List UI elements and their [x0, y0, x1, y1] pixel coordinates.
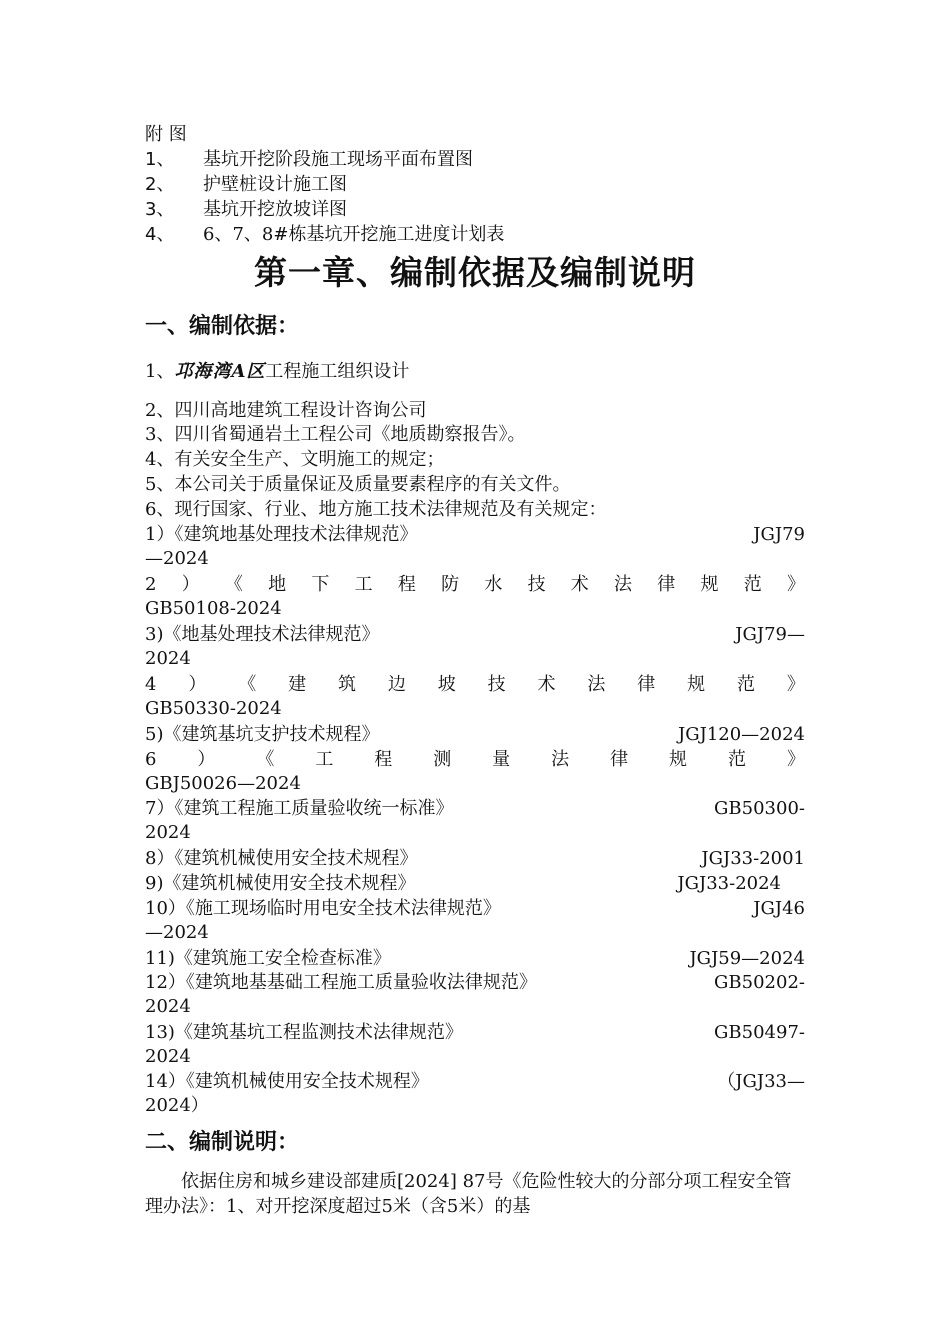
standard-code-cont: GB50108-2024 [145, 598, 282, 619]
standard-title-char: ） [197, 749, 216, 770]
standard-item-12 [145, 971, 805, 1019]
standard-item-4 [145, 673, 805, 721]
standard-item-1 [145, 523, 805, 571]
standard-title-char: 防 [441, 574, 460, 595]
standard-title-char: 筑 [337, 674, 356, 695]
standard-item-14 [145, 1070, 805, 1118]
project-name: 邛海湾A区 [174, 361, 266, 382]
standard-title-justified [145, 748, 805, 772]
standard-title-char: 2 [145, 574, 157, 595]
appendix-item-1 [145, 148, 473, 172]
section-title-explanation: 二、编制说明： [145, 1130, 300, 1155]
standard-title-char: 技 [527, 574, 546, 595]
standard-title-char: 工 [354, 574, 373, 595]
standard-title-char: 边 [387, 674, 406, 695]
standard-title: 14）《建筑机械使用安全技术规程》 [145, 1071, 429, 1092]
standard-title-char: 技 [487, 674, 506, 695]
standard-title: 3)《地基处理技术法律规范》 [145, 624, 380, 645]
standard-title: 10）《施工现场临时用电安全技术法律规范》 [145, 898, 501, 919]
standard-title: 11)《建筑施工安全检查标准》 [145, 948, 391, 969]
standard-title-char: 量 [492, 749, 511, 770]
standard-title: 1）《建筑地基处理技术法律规范》 [145, 524, 418, 545]
standard-title-char: 规 [687, 674, 706, 695]
standard-code-cont: 2024 [145, 996, 191, 1017]
standard-code: JGJ33-2001 [701, 848, 805, 869]
standard-item-10 [145, 897, 805, 945]
standard-title-char: 术 [570, 574, 589, 595]
standard-title-char: 4 [145, 674, 157, 695]
appendix-item-4 [145, 223, 504, 247]
appendix-item-text: 6、7、8#栋基坑开挖施工进度计划表 [203, 224, 505, 245]
basis-item: 5、本公司关于质量保证及质量要素程序的有关文件。 [145, 474, 571, 495]
standard-title-char: 水 [484, 574, 503, 595]
standard-title-char: 6 [145, 749, 157, 770]
standard-code: GB50497- [714, 1022, 805, 1043]
standard-title-char: 工 [315, 749, 334, 770]
basis-item: 3、四川省蜀通岩土工程公司《地质勘察报告》。 [145, 424, 526, 445]
standard-title-char: 建 [288, 674, 307, 695]
standard-title: 8）《建筑机械使用安全技术规程》 [145, 848, 418, 869]
standard-item-11 [145, 947, 805, 971]
standard-code-cont: 2024 [145, 648, 191, 669]
standard-item-8 [145, 847, 805, 871]
appendix-item-num: 3、 [145, 199, 175, 220]
standard-title-char: 《 [256, 749, 275, 770]
standard-code-cont: —2024 [145, 548, 209, 569]
explanation-paragraph: 依据住房和城乡建设部建质[2024] 87号《危险性较大的分部分项工程安全管理办法》：1、对开挖深度超过5米（含5米）的基 [145, 1171, 792, 1217]
standard-code: GB50202- [714, 972, 805, 993]
standard-title-char: 律 [610, 749, 629, 770]
standard-code-cont: 2024 [145, 822, 191, 843]
standard-item-5 [145, 723, 805, 747]
standard-title-char: 法 [551, 749, 570, 770]
standard-title-justified [145, 573, 805, 597]
standard-title: 9)《建筑机械使用安全技术规程》 [145, 873, 416, 894]
appendix-item-num: 4、 [145, 224, 175, 245]
standard-title-char: 》 [786, 674, 805, 695]
standard-title-char: 》 [786, 574, 805, 595]
standard-code: JGJ46 [753, 898, 805, 919]
standard-code-cont: GBJ50026—2024 [145, 773, 301, 794]
standard-item-2 [145, 573, 805, 621]
standard-code-cont: —2024 [145, 922, 209, 943]
standard-code: JGJ59—2024 [689, 948, 805, 969]
standard-code-cont: 2024 [145, 1046, 191, 1067]
basis-item-1 [145, 360, 409, 384]
standard-item-6 [145, 748, 805, 796]
basis-item-num: 1、 [145, 361, 175, 382]
standard-title-char: 规 [669, 749, 688, 770]
standard-title-char: 范 [743, 574, 762, 595]
standard-title-char: 》 [786, 749, 805, 770]
standard-title-char: 程 [397, 574, 416, 595]
standard-title-char: 法 [614, 574, 633, 595]
section-title-basis: 一、编制依据： [145, 314, 300, 339]
appendix-item-text: 基坑开挖阶段施工现场平面布置图 [203, 149, 473, 170]
standard-title-char: 坡 [437, 674, 456, 695]
standard-code: JGJ79— [735, 624, 805, 645]
standard-title-char: 范 [736, 674, 755, 695]
appendix-item-3 [145, 198, 347, 222]
chapter-title: 第一章、编制依据及编制说明 [254, 253, 696, 292]
standard-title-char: 下 [311, 574, 330, 595]
standard-title-char: 地 [268, 574, 287, 595]
basis-item: 4、有关安全生产、文明施工的规定； [145, 449, 445, 470]
standard-item-9 [145, 872, 805, 896]
standard-title-char: 程 [374, 749, 393, 770]
standard-title-char: 规 [700, 574, 719, 595]
standard-item-13 [145, 1021, 805, 1069]
standard-title: 13)《建筑基坑工程监测技术法律规范》 [145, 1022, 463, 1043]
standard-code: JGJ79 [753, 524, 805, 545]
basis-item-text: 工程施工组织设计 [265, 361, 410, 382]
standard-title: 12）《建筑地基基础工程施工质量验收法律规范》 [145, 972, 537, 993]
standard-title-char: 测 [433, 749, 452, 770]
standard-title-justified [145, 673, 805, 697]
standard-title-char: ） [181, 574, 200, 595]
standard-code: JGJ33-2024 [677, 873, 781, 894]
standard-title-char: 术 [537, 674, 556, 695]
appendix-heading: 附 图 [145, 124, 187, 145]
standard-item-3 [145, 623, 805, 671]
standard-code-cont: GB50330-2024 [145, 698, 282, 719]
appendix-item-num: 1、 [145, 149, 175, 170]
basis-item: 6、现行国家、行业、地方施工技术法律规范及有关规定： [145, 499, 607, 520]
standard-title-char: 《 [238, 674, 257, 695]
appendix-item-2 [145, 173, 347, 197]
standard-title: 7）《建筑工程施工质量验收统一标准》 [145, 798, 454, 819]
standard-title-char: 法 [587, 674, 606, 695]
standard-code: （JGJ33— [717, 1071, 805, 1092]
standard-item-7 [145, 797, 805, 845]
standard-code-cont: 2024） [145, 1095, 209, 1116]
standard-title-char: ） [188, 674, 207, 695]
appendix-item-text: 护壁桩设计施工图 [203, 174, 347, 195]
standard-title: 5)《建筑基坑支护技术规程》 [145, 724, 380, 745]
standard-title-char: 《 [224, 574, 243, 595]
standard-title-char: 律 [637, 674, 656, 695]
appendix-item-text: 基坑开挖放坡详图 [203, 199, 347, 220]
standard-title-char: 范 [727, 749, 746, 770]
standard-code: GB50300- [714, 798, 805, 819]
standard-code: JGJ120—2024 [678, 724, 805, 745]
basis-item: 2、四川高地建筑工程设计咨询公司 [145, 400, 427, 421]
standard-title-char: 律 [657, 574, 676, 595]
appendix-item-num: 2、 [145, 174, 175, 195]
